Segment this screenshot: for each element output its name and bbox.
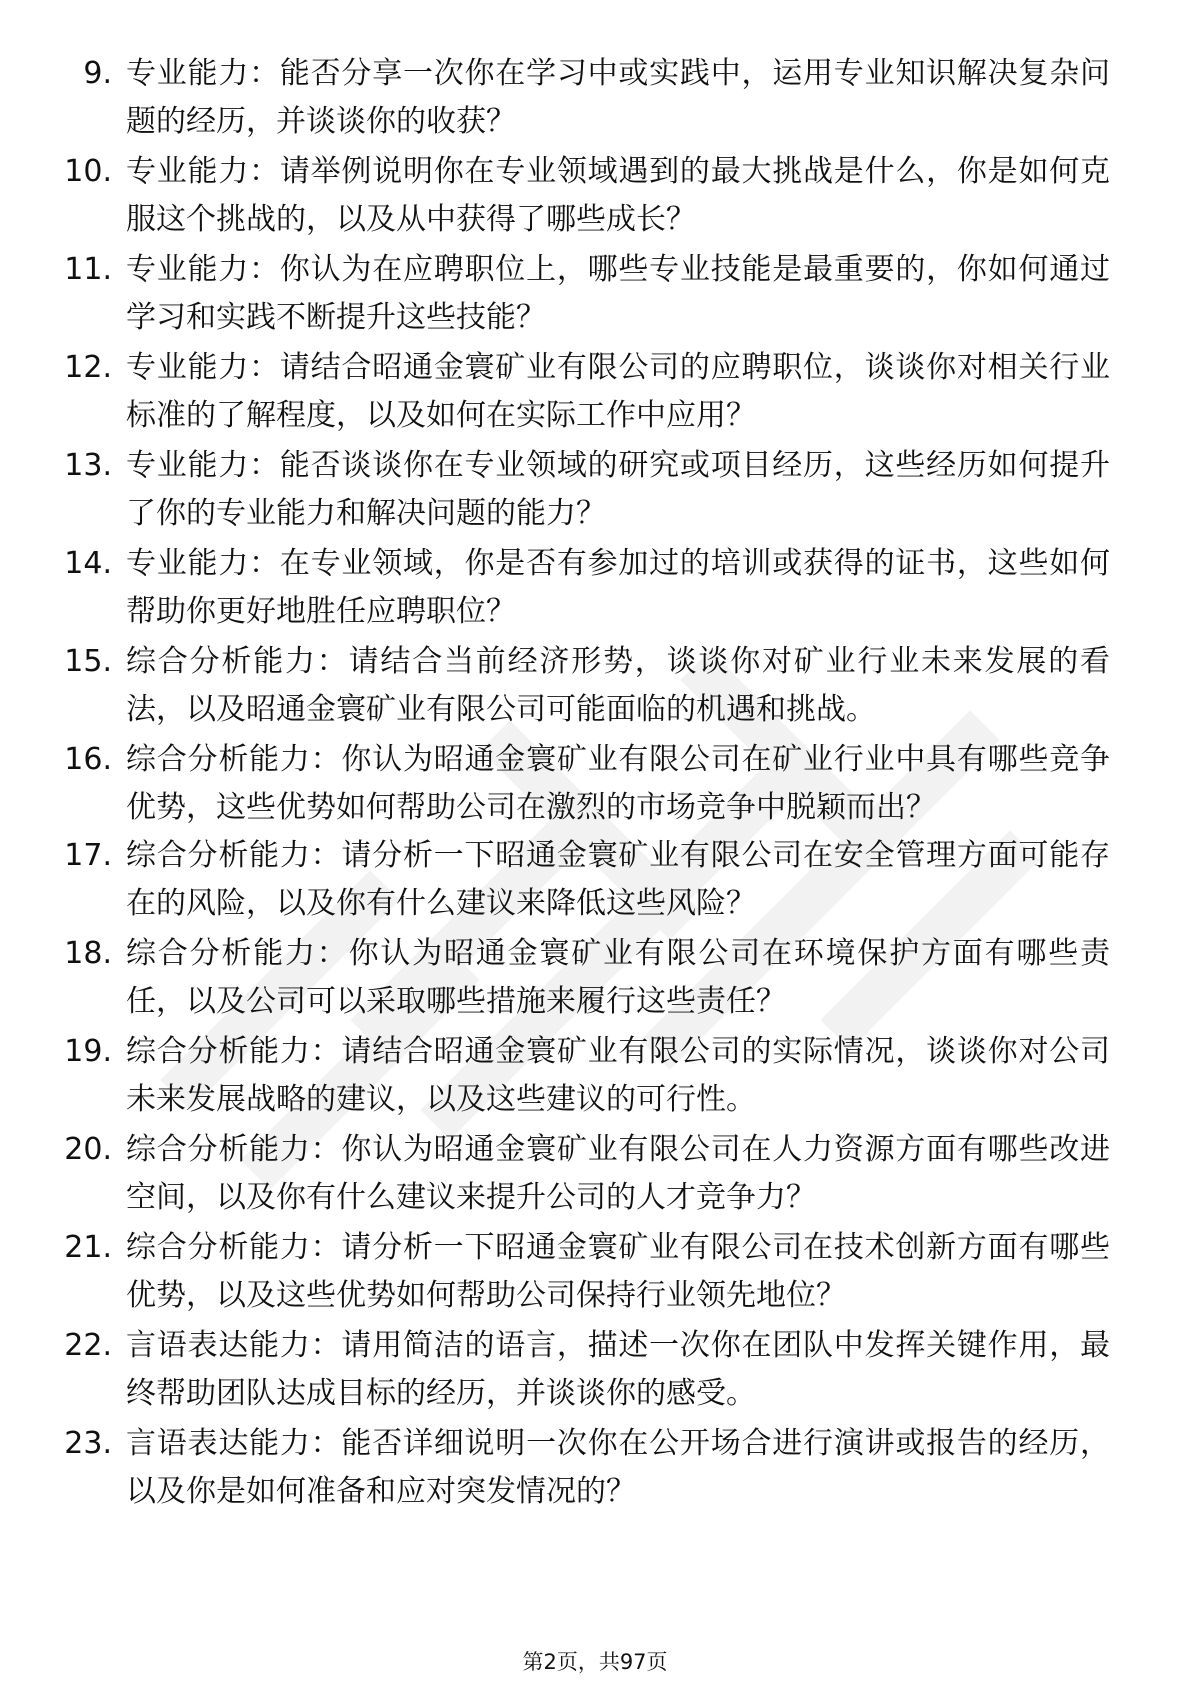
question-number: 13.	[64, 448, 112, 483]
question-number: 16.	[64, 742, 112, 777]
question-number: 18.	[64, 936, 112, 971]
question-item	[60, 832, 1110, 928]
question-text: 专业能力：能否谈谈你在专业领域的研究或项目经历，这些经历如何提升了你的专业能力和解决问题的能力？	[126, 448, 1110, 531]
question-item	[60, 736, 1110, 832]
question-text: 综合分析能力：请结合昭通金寰矿业有限公司的实际情况，谈谈你对公司未来发展战略的建议，以及这些建议的可行性。	[126, 1034, 1110, 1117]
question-text: 综合分析能力：请分析一下昭通金寰矿业有限公司在安全管理方面可能存在的风险，以及你有什么建议来降低这些风险？	[126, 838, 1110, 921]
question-text: 言语表达能力：请用简洁的语言，描述一次你在团队中发挥关键作用，最终帮助团队达成目标的经历，并谈谈你的感受。	[126, 1328, 1110, 1411]
page-number-footer: 第2页，共97页	[522, 1650, 668, 1674]
question-item	[60, 1322, 1110, 1418]
question-item	[60, 1126, 1110, 1222]
question-item	[60, 540, 1110, 636]
question-text: 专业能力：在专业领域，你是否有参加过的培训或获得的证书，这些如何帮助你更好地胜任应聘职位？	[126, 546, 1110, 629]
question-number: 23.	[64, 1426, 112, 1461]
question-item	[60, 148, 1110, 244]
question-item	[60, 344, 1110, 440]
question-text: 言语表达能力：能否详细说明一次你在公开场合进行演讲或报告的经历，以及你是如何准备和应对突发情况的？	[126, 1426, 1110, 1509]
question-number: 14.	[64, 546, 112, 581]
question-text: 综合分析能力：请分析一下昭通金寰矿业有限公司在技术创新方面有哪些优势，以及这些优势如何帮助公司保持行业领先地位？	[126, 1230, 1110, 1313]
question-number: 20.	[64, 1132, 112, 1167]
question-text: 综合分析能力：你认为昭通金寰矿业有限公司在矿业行业中具有哪些竞争优势，这些优势如何帮助公司在激烈的市场竞争中脱颖而出？	[126, 742, 1110, 825]
question-text: 专业能力：请结合昭通金寰矿业有限公司的应聘职位，谈谈你对相关行业标准的了解程度，以及如何在实际工作中应用？	[126, 350, 1110, 433]
question-text: 专业能力：能否分享一次你在学习中或实践中，运用专业知识解决复杂问题的经历，并谈谈你的收获？	[126, 56, 1110, 139]
question-item	[60, 638, 1110, 734]
question-item	[60, 246, 1110, 342]
question-number: 9.	[83, 56, 112, 91]
question-number: 10.	[64, 154, 112, 189]
question-item	[60, 1224, 1110, 1320]
question-number: 12.	[64, 350, 112, 385]
question-text: 综合分析能力：请结合当前经济形势，谈谈你对矿业行业未来发展的看法，以及昭通金寰矿业有限公司可能面临的机遇和挑战。	[126, 644, 1110, 727]
question-item	[60, 1028, 1110, 1124]
question-number: 11.	[64, 252, 112, 287]
question-number: 15.	[64, 644, 112, 679]
question-number: 17.	[64, 838, 112, 873]
question-item	[60, 442, 1110, 538]
question-text: 专业能力：请举例说明你在专业领域遇到的最大挑战是什么，你是如何克服这个挑战的，以及从中获得了哪些成长？	[126, 154, 1110, 237]
question-number: 21.	[64, 1230, 112, 1265]
question-item	[60, 930, 1110, 1026]
question-text: 综合分析能力：你认为昭通金寰矿业有限公司在人力资源方面有哪些改进空间，以及你有什么建议来提升公司的人才竞争力？	[126, 1132, 1110, 1215]
question-item	[60, 1420, 1110, 1516]
question-number: 19.	[64, 1034, 112, 1069]
question-number: 22.	[64, 1328, 112, 1363]
question-list	[60, 50, 1110, 1518]
question-item	[60, 50, 1110, 146]
question-text: 专业能力：你认为在应聘职位上，哪些专业技能是最重要的，你如何通过学习和实践不断提升这些技能？	[126, 252, 1110, 335]
question-text: 综合分析能力：你认为昭通金寰矿业有限公司在环境保护方面有哪些责任，以及公司可以采取哪些措施来履行这些责任？	[126, 936, 1110, 1019]
